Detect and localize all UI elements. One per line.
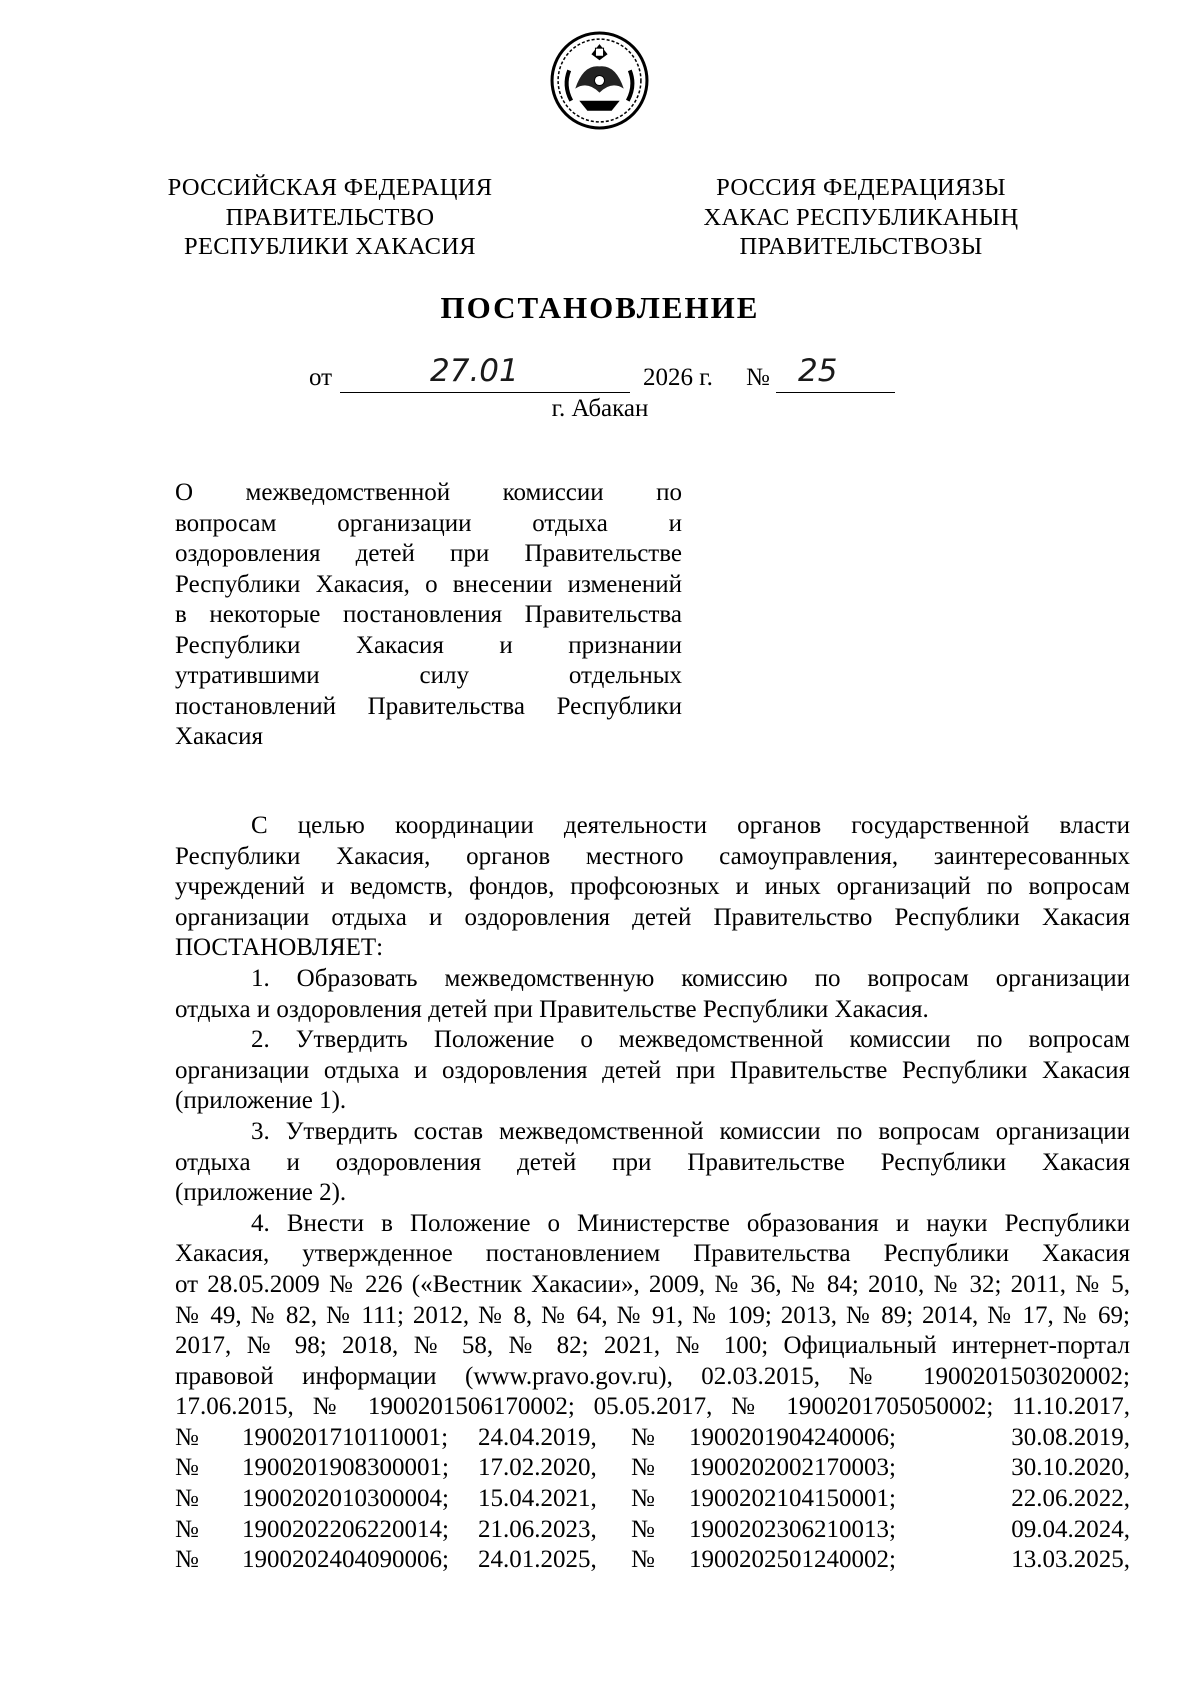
number-row: [175, 1515, 1130, 1546]
paragraph-line: организации отдыха и оздоровления детей Правительство Республики Хакасия: [175, 903, 1130, 931]
reg-number: 1900201710110001;: [242, 1423, 449, 1451]
year-label: 2026 г.: [643, 364, 713, 391]
paragraph-line: учреждений и ведомств, фондов, профсоюзных и иных организаций по вопросам: [175, 873, 1130, 901]
header-left: [152, 173, 508, 262]
subject-line: утратившими силу отдельных: [175, 662, 682, 689]
paragraph-line: 2017, № 98; 2018, № 58, № 82; 2021, № 100; Официальный интернет-портал: [175, 1332, 1130, 1360]
paragraph-line: Хакасия, утвержденное постановлением Правительства Республики Хакасия: [175, 1240, 1130, 1268]
subject-line: постановлений Правительства Республики: [175, 692, 682, 720]
reg-date: 24.01.2025,: [478, 1546, 597, 1574]
registration-numbers-table: [175, 1423, 1130, 1576]
reg-number: 1900201904240006;: [689, 1423, 896, 1451]
paragraph-line: ПОСТАНОВЛЯЕТ:: [175, 934, 384, 962]
reg-number: 1900202104150001;: [689, 1485, 896, 1513]
reg-number: 1900202002170003;: [689, 1454, 896, 1482]
subject-line: в некоторые постановления Правительства: [175, 601, 682, 628]
number-sign: №: [631, 1423, 655, 1451]
number-row: [175, 1453, 1130, 1484]
paragraph-line: отдыха и оздоровления детей при Правительстве Республики Хакасия.: [175, 995, 929, 1023]
handwritten-date: 27.01: [430, 353, 519, 389]
paragraph-line: 3. Утвердить состав межведомственной комиссии по вопросам организации: [251, 1117, 1130, 1145]
reg-number: 1900202010300004;: [242, 1485, 449, 1513]
number-sign: №: [631, 1546, 655, 1574]
header-right: [676, 173, 1046, 262]
reg-number: 1900202206220014;: [242, 1515, 449, 1543]
body-text: [175, 811, 1130, 1576]
header-right-line: ХАКАС РЕСПУБЛИКАНЫҢ: [703, 203, 1019, 231]
paragraph-line: 17.06.2015, № 1900201506170002; 05.05.2017, № 1900201705050002; 11.10.2017,: [175, 1393, 1130, 1421]
number-sign: №: [175, 1485, 199, 1513]
date-underline: [340, 392, 630, 393]
number-sign: №: [175, 1454, 199, 1482]
header-left-line: РЕСПУБЛИКИ ХАКАСИЯ: [184, 233, 476, 260]
date-from-label: от: [309, 364, 333, 391]
paragraph-line: С целью координации деятельности органов государственной власти: [251, 812, 1130, 839]
reg-date: 22.06.2022,: [1011, 1485, 1130, 1513]
paragraph-line: отдыха и оздоровления детей при Правительстве Республики Хакасия: [175, 1148, 1130, 1176]
reg-date: 30.08.2019,: [1011, 1423, 1130, 1451]
header-left-line: ПРАВИТЕЛЬСТВО: [225, 203, 435, 231]
paragraph-line: правовой информации (www.pravo.gov.ru), 02.03.2015, № 1900201503020002;: [175, 1362, 1130, 1390]
number-row: [175, 1545, 1130, 1576]
header-right-line: ПРАВИТЕЛЬСТВОЗЫ: [739, 233, 983, 260]
city-label: г. Абакан: [551, 395, 649, 422]
paragraph-line: (приложение 2).: [175, 1179, 347, 1207]
handwritten-number: 25: [798, 353, 838, 389]
number-row: [175, 1423, 1130, 1454]
number-underline: [776, 392, 895, 393]
reg-date: 15.04.2021,: [478, 1485, 597, 1513]
subject-line: вопросам организации отдыха и: [175, 509, 682, 537]
paragraph-line: от 28.05.2009 № 226 («Вестник Хакасии», 2009, № 36, № 84; 2010, № 32; 2011, № 5,: [175, 1270, 1130, 1298]
paragraph-line: Республики Хакасия, органов местного самоуправления, заинтересованных: [175, 842, 1130, 870]
paragraph-line: № 49, № 82, № 111; 2012, № 8, № 64, № 91, № 109; 2013, № 89; 2014, № 17, № 69;: [175, 1301, 1130, 1329]
document-title: ПОСТАНОВЛЕНИЕ: [440, 290, 760, 325]
number-label: №: [746, 364, 770, 391]
reg-date: 09.04.2024,: [1011, 1515, 1130, 1543]
coat-of-arms-emblem: [549, 30, 650, 131]
reg-number: 1900202501240002;: [689, 1546, 896, 1574]
header-left-line: РОССИЙСКАЯ ФЕДЕРАЦИЯ: [167, 174, 493, 201]
paragraph-line: 2. Утвердить Положение о межведомственной комиссии по вопросам: [251, 1026, 1130, 1054]
number-sign: №: [175, 1515, 199, 1543]
header-right-line: РОССИЯ ФЕДЕРАЦИЯЗЫ: [716, 174, 1006, 201]
reg-number: 1900202306210013;: [689, 1515, 896, 1543]
reg-number: 1900202404090006;: [242, 1546, 449, 1574]
number-sign: №: [175, 1546, 199, 1574]
reg-date: 17.02.2020,: [478, 1454, 597, 1482]
number-sign: №: [175, 1423, 199, 1451]
paragraph-line: организации отдыха и оздоровления детей при Правительстве Республики Хакасия: [175, 1056, 1130, 1084]
reg-date: 21.06.2023,: [478, 1515, 597, 1543]
subject-line: Республики Хакасия и признании: [175, 631, 682, 659]
subject-line: оздоровления детей при Правительстве: [175, 540, 682, 567]
subject-line: О межведомственной комиссии по: [175, 479, 682, 506]
number-sign: №: [631, 1485, 655, 1513]
reg-date: 24.04.2019,: [478, 1423, 597, 1451]
number-row: [175, 1484, 1130, 1515]
reg-number: 1900201908300001;: [242, 1454, 449, 1482]
subject-line: Республики Хакасия, о внесении изменений: [175, 570, 682, 598]
paragraph-line: (приложение 1).: [175, 1087, 347, 1115]
paragraph-line: 4. Внести в Положение о Министерстве образования и науки Республики: [251, 1209, 1130, 1237]
number-sign: №: [631, 1515, 655, 1543]
reg-date: 30.10.2020,: [1011, 1454, 1130, 1482]
number-sign: №: [631, 1454, 655, 1482]
reg-date: 13.03.2025,: [1011, 1546, 1130, 1574]
paragraph-line: 1. Образовать межведомственную комиссию по вопросам организации: [251, 964, 1130, 992]
subject-block: [175, 478, 682, 753]
subject-line: Хакасия: [175, 723, 263, 750]
